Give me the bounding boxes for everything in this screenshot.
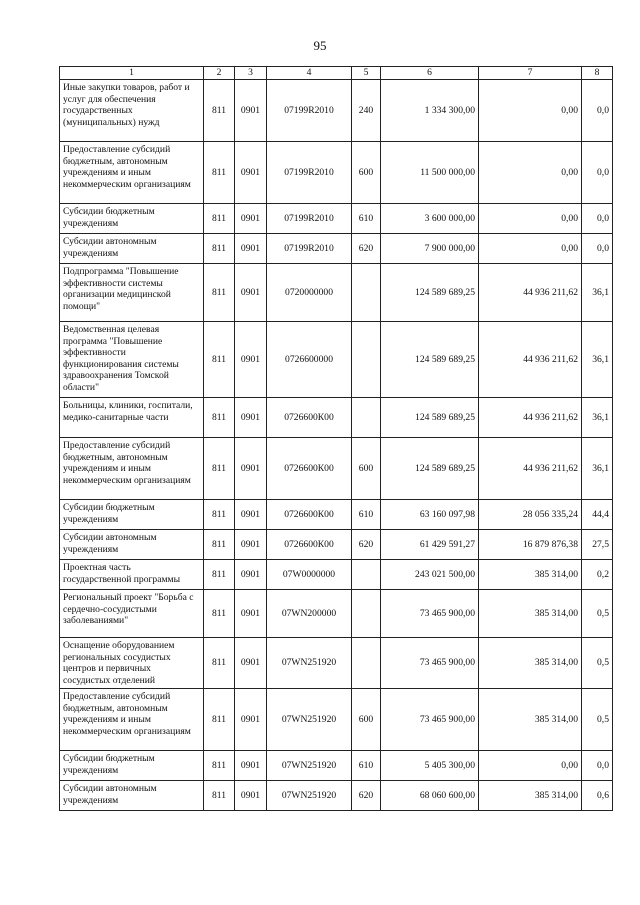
- cell-target-code: 0726600000: [267, 322, 352, 398]
- cell-ministry-code: 811: [204, 500, 235, 530]
- cell-target-code: 07WN251920: [267, 638, 352, 689]
- cell-section-code: 0901: [235, 264, 267, 322]
- cell-ministry-code: 811: [204, 438, 235, 500]
- cell-ministry-code: 811: [204, 322, 235, 398]
- cell-target-code: 07199R2010: [267, 234, 352, 264]
- row-name: Субсидии бюджетным учреждениям: [60, 204, 204, 234]
- row-name: Больницы, клиники, госпитали, медико-санитарные части: [60, 398, 204, 438]
- cell-expense-type: [352, 398, 381, 438]
- cell-expense-type: 620: [352, 234, 381, 264]
- table-row: [60, 781, 613, 811]
- cell-percent: 36,1: [582, 264, 613, 322]
- cell-section-code: 0901: [235, 80, 267, 142]
- cell-planned-amount: 63 160 097,98: [381, 500, 479, 530]
- cell-ministry-code: 811: [204, 560, 235, 590]
- cell-executed-amount: 0,00: [479, 751, 582, 781]
- cell-percent: 0,0: [582, 234, 613, 264]
- column-header: 3: [235, 67, 267, 80]
- column-header: 7: [479, 67, 582, 80]
- table-row: [60, 438, 613, 500]
- cell-target-code: 0726600К00: [267, 530, 352, 560]
- cell-ministry-code: 811: [204, 142, 235, 204]
- cell-expense-type: 600: [352, 689, 381, 751]
- row-name: Предоставление субсидий бюджетным, автономным учреждениям и иным некоммерческим организациям: [60, 142, 204, 204]
- cell-percent: 0,5: [582, 638, 613, 689]
- cell-percent: 27,5: [582, 530, 613, 560]
- cell-ministry-code: 811: [204, 80, 235, 142]
- cell-ministry-code: 811: [204, 530, 235, 560]
- cell-planned-amount: 68 060 600,00: [381, 781, 479, 811]
- cell-percent: 36,1: [582, 322, 613, 398]
- column-header: 2: [204, 67, 235, 80]
- cell-executed-amount: 44 936 211,62: [479, 438, 582, 500]
- cell-expense-type: 240: [352, 80, 381, 142]
- table-row: [60, 264, 613, 322]
- cell-percent: 0,5: [582, 590, 613, 638]
- table-row: [60, 560, 613, 590]
- cell-planned-amount: 73 465 900,00: [381, 689, 479, 751]
- cell-target-code: 0726600К00: [267, 438, 352, 500]
- cell-expense-type: [352, 638, 381, 689]
- cell-ministry-code: 811: [204, 204, 235, 234]
- cell-planned-amount: 61 429 591,27: [381, 530, 479, 560]
- cell-section-code: 0901: [235, 234, 267, 264]
- cell-target-code: 07199R2010: [267, 80, 352, 142]
- cell-planned-amount: 7 900 000,00: [381, 234, 479, 264]
- cell-section-code: 0901: [235, 781, 267, 811]
- row-name: Иные закупки товаров, работ и услуг для обеспечения государственных (муниципальных) нужд: [60, 80, 204, 142]
- table-row: [60, 142, 613, 204]
- row-name: Субсидии автономным учреждениям: [60, 234, 204, 264]
- column-header: 1: [60, 67, 204, 80]
- cell-planned-amount: 73 465 900,00: [381, 638, 479, 689]
- cell-percent: 0,5: [582, 689, 613, 751]
- cell-section-code: 0901: [235, 530, 267, 560]
- cell-executed-amount: 0,00: [479, 142, 582, 204]
- cell-expense-type: 620: [352, 781, 381, 811]
- cell-target-code: 07WN251920: [267, 781, 352, 811]
- cell-planned-amount: 124 589 689,25: [381, 438, 479, 500]
- row-name: Предоставление субсидий бюджетным, автономным учреждениям и иным некоммерческим организациям: [60, 689, 204, 751]
- table-row: [60, 500, 613, 530]
- cell-planned-amount: 73 465 900,00: [381, 590, 479, 638]
- cell-percent: 0,0: [582, 204, 613, 234]
- cell-ministry-code: 811: [204, 234, 235, 264]
- cell-planned-amount: 3 600 000,00: [381, 204, 479, 234]
- row-name: Подпрограмма "Повышение эффективности системы организации медицинской помощи": [60, 264, 204, 322]
- cell-section-code: 0901: [235, 398, 267, 438]
- cell-executed-amount: 385 314,00: [479, 638, 582, 689]
- cell-target-code: 07WN251920: [267, 689, 352, 751]
- row-name: Субсидии бюджетным учреждениям: [60, 500, 204, 530]
- cell-expense-type: 600: [352, 438, 381, 500]
- cell-executed-amount: 44 936 211,62: [479, 264, 582, 322]
- column-header: 8: [582, 67, 613, 80]
- cell-expense-type: 610: [352, 500, 381, 530]
- cell-planned-amount: 124 589 689,25: [381, 264, 479, 322]
- cell-executed-amount: 385 314,00: [479, 590, 582, 638]
- cell-ministry-code: 811: [204, 689, 235, 751]
- cell-target-code: 0726600К00: [267, 398, 352, 438]
- table-body: [60, 80, 613, 811]
- cell-executed-amount: 44 936 211,62: [479, 398, 582, 438]
- cell-planned-amount: 124 589 689,25: [381, 398, 479, 438]
- cell-expense-type: [352, 322, 381, 398]
- cell-target-code: 07WN200000: [267, 590, 352, 638]
- cell-executed-amount: 385 314,00: [479, 560, 582, 590]
- cell-percent: 44,4: [582, 500, 613, 530]
- cell-target-code: 07199R2010: [267, 204, 352, 234]
- cell-target-code: 07199R2010: [267, 142, 352, 204]
- table-row: [60, 398, 613, 438]
- cell-expense-type: [352, 560, 381, 590]
- column-header: 5: [352, 67, 381, 80]
- cell-section-code: 0901: [235, 751, 267, 781]
- column-header: 6: [381, 67, 479, 80]
- cell-target-code: 0720000000: [267, 264, 352, 322]
- cell-executed-amount: 16 879 876,38: [479, 530, 582, 560]
- cell-target-code: 07W0000000: [267, 560, 352, 590]
- cell-executed-amount: 0,00: [479, 234, 582, 264]
- row-name: Субсидии автономным учреждениям: [60, 530, 204, 560]
- cell-planned-amount: 243 021 500,00: [381, 560, 479, 590]
- table-row: [60, 530, 613, 560]
- cell-percent: 0,0: [582, 142, 613, 204]
- cell-planned-amount: 5 405 300,00: [381, 751, 479, 781]
- table-row: [60, 689, 613, 751]
- column-header: 4: [267, 67, 352, 80]
- cell-expense-type: [352, 264, 381, 322]
- cell-percent: 0,2: [582, 560, 613, 590]
- cell-expense-type: 610: [352, 751, 381, 781]
- table-row: [60, 234, 613, 264]
- cell-planned-amount: 124 589 689,25: [381, 322, 479, 398]
- cell-ministry-code: 811: [204, 590, 235, 638]
- table-row: [60, 204, 613, 234]
- budget-table: [59, 66, 613, 811]
- cell-section-code: 0901: [235, 204, 267, 234]
- cell-ministry-code: 811: [204, 398, 235, 438]
- row-name: Ведомственная целевая программа "Повышение эффективности функционирования системы здравоохранения Томской области": [60, 322, 204, 398]
- cell-section-code: 0901: [235, 500, 267, 530]
- row-name: Региональный проект "Борьба с сердечно-сосудистыми заболеваниями": [60, 590, 204, 638]
- cell-expense-type: 610: [352, 204, 381, 234]
- cell-percent: 36,1: [582, 398, 613, 438]
- cell-ministry-code: 811: [204, 638, 235, 689]
- page-number: 95: [313, 38, 327, 53]
- cell-section-code: 0901: [235, 590, 267, 638]
- table-row: [60, 751, 613, 781]
- cell-ministry-code: 811: [204, 264, 235, 322]
- row-name: Субсидии бюджетным учреждениям: [60, 751, 204, 781]
- row-name: Оснащение оборудованием региональных сосудистых центров и первичных сосудистых отделений: [60, 638, 204, 689]
- cell-percent: 0,0: [582, 80, 613, 142]
- cell-percent: 0,0: [582, 751, 613, 781]
- cell-target-code: 0726600К00: [267, 500, 352, 530]
- row-name: Предоставление субсидий бюджетным, автономным учреждениям и иным некоммерческим организациям: [60, 438, 204, 500]
- table-row: [60, 80, 613, 142]
- table-row: [60, 638, 613, 689]
- cell-planned-amount: 11 500 000,00: [381, 142, 479, 204]
- cell-section-code: 0901: [235, 322, 267, 398]
- table-row: [60, 590, 613, 638]
- cell-executed-amount: 0,00: [479, 80, 582, 142]
- cell-target-code: 07WN251920: [267, 751, 352, 781]
- cell-expense-type: 600: [352, 142, 381, 204]
- cell-section-code: 0901: [235, 689, 267, 751]
- cell-executed-amount: 44 936 211,62: [479, 322, 582, 398]
- cell-percent: 0,6: [582, 781, 613, 811]
- cell-executed-amount: 385 314,00: [479, 689, 582, 751]
- table-header-row: [60, 67, 613, 80]
- cell-expense-type: 620: [352, 530, 381, 560]
- cell-ministry-code: 811: [204, 751, 235, 781]
- cell-expense-type: [352, 590, 381, 638]
- cell-section-code: 0901: [235, 638, 267, 689]
- table-row: [60, 322, 613, 398]
- cell-executed-amount: 385 314,00: [479, 781, 582, 811]
- cell-ministry-code: 811: [204, 781, 235, 811]
- row-name: Субсидии автономным учреждениям: [60, 781, 204, 811]
- cell-section-code: 0901: [235, 438, 267, 500]
- cell-percent: 36,1: [582, 438, 613, 500]
- row-name: Проектная часть государственной программы: [60, 560, 204, 590]
- cell-section-code: 0901: [235, 142, 267, 204]
- cell-section-code: 0901: [235, 560, 267, 590]
- cell-executed-amount: 28 056 335,24: [479, 500, 582, 530]
- cell-executed-amount: 0,00: [479, 204, 582, 234]
- cell-planned-amount: 1 334 300,00: [381, 80, 479, 142]
